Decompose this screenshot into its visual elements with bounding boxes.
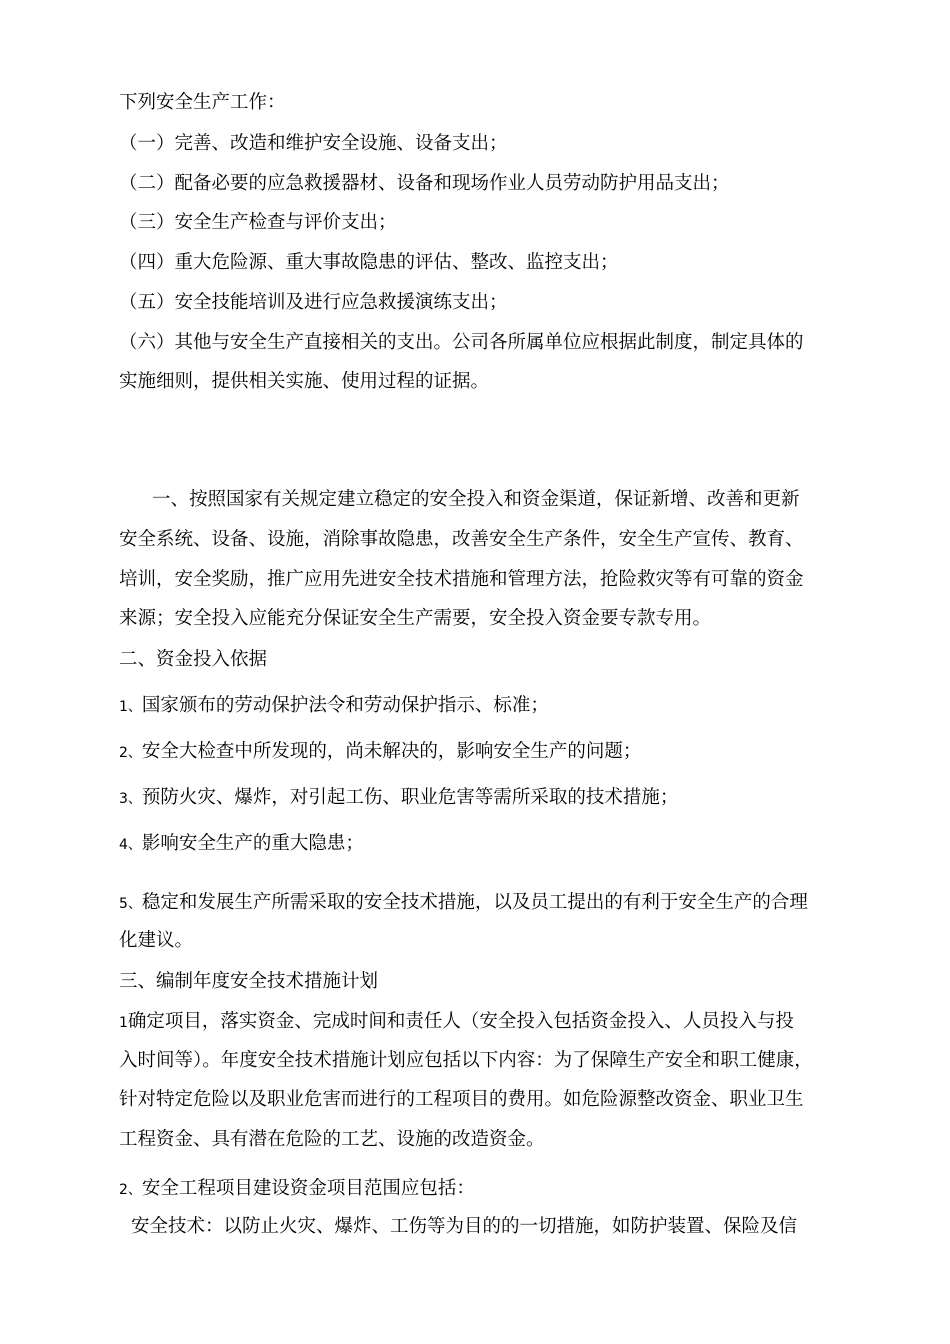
- text-line: 下列安全生产工作：: [119, 92, 286, 113]
- list-item: [119, 740, 849, 765]
- text-line: （五）安全技能培训及进行应急救援演练支出；: [119, 292, 508, 313]
- list-text: 安全工程项目建设资金项目范围应包括：: [141, 1178, 475, 1199]
- list-number: 2、: [119, 745, 142, 761]
- list-number: 5、: [119, 896, 142, 912]
- list-item: [119, 786, 849, 811]
- paragraph-first-line: 一、按照国家有关规定建立稳定的安全投入和资金渠道，保证新增、改善和更新: [152, 489, 800, 510]
- list-number: 3、: [119, 791, 142, 807]
- text-line: 针对特定危险以及职业危害而进行的工程项目的费用。如危险源整改资金、职业卫生: [119, 1089, 804, 1110]
- list-number: 1、: [119, 699, 142, 715]
- list-item: [119, 832, 849, 857]
- list-text: 影响安全生产的重大隐患；: [141, 833, 364, 854]
- list-text: 稳定和发展生产所需采取的安全技术措施，以及员工提出的有利于安全生产的合理: [141, 892, 808, 913]
- list-item: [119, 1177, 849, 1202]
- section-heading: 三、编制年度安全技术措施计划: [119, 971, 379, 992]
- text-line: 安全系统、设备、设施，消除事故隐患，改善安全生产条件，安全生产宣传、教育、: [119, 529, 804, 550]
- text-line: （二）配备必要的应急救援器材、设备和现场作业人员劳动防护用品支出；: [119, 173, 730, 194]
- text-line: （一）完善、改造和维护安全设施、设备支出；: [119, 133, 508, 154]
- text-line: 安全技术：以防止火灾、爆炸、工伤等为目的的一切措施，如防护装置、保险及信: [131, 1216, 798, 1237]
- text-line: 来源；安全投入应能充分保证安全生产需要，安全投入资金要专款专用。: [119, 608, 712, 629]
- list-number: 1: [119, 1015, 128, 1031]
- text-line: 入时间等）。年度安全技术措施计划应包括以下内容：为了保障生产安全和职工健康，: [119, 1050, 813, 1071]
- text-line: 实施细则，提供相关实施、使用过程的证据。: [119, 371, 490, 392]
- text-line: （三）安全生产检查与评价支出；: [119, 212, 397, 233]
- list-text: 安全大检查中所发现的，尚未解决的，影响安全生产的问题；: [141, 741, 642, 762]
- list-number: 4、: [119, 837, 142, 853]
- section-heading: 二、资金投入依据: [119, 649, 268, 670]
- list-item: [119, 1010, 849, 1035]
- text-line: 培训，安全奖励，推广应用先进安全技术措施和管理方法，抢险救灾等有可靠的资金: [119, 569, 804, 590]
- text-line: 化建议。: [119, 930, 194, 951]
- list-item: [119, 891, 849, 916]
- list-number: 2、: [119, 1182, 142, 1198]
- list-text: 国家颁布的劳动保护法令和劳动保护指示、标准；: [141, 695, 549, 716]
- text-line: 工程资金、具有潜在危险的工艺、设施的改造资金。: [119, 1129, 545, 1150]
- list-item: [119, 694, 849, 719]
- list-text: 确定项目，落实资金、完成时间和责任人（安全投入包括资金投入、人员投入与投: [127, 1011, 794, 1032]
- text-line: （四）重大危险源、重大事故隐患的评估、整改、监控支出；: [119, 252, 619, 273]
- text-line: （六）其他与安全生产直接相关的支出。公司各所属单位应根据此制度，制定具体的: [119, 332, 804, 353]
- list-text: 预防火灾、爆炸，对引起工伤、职业危害等需所采取的技术措施；: [141, 787, 679, 808]
